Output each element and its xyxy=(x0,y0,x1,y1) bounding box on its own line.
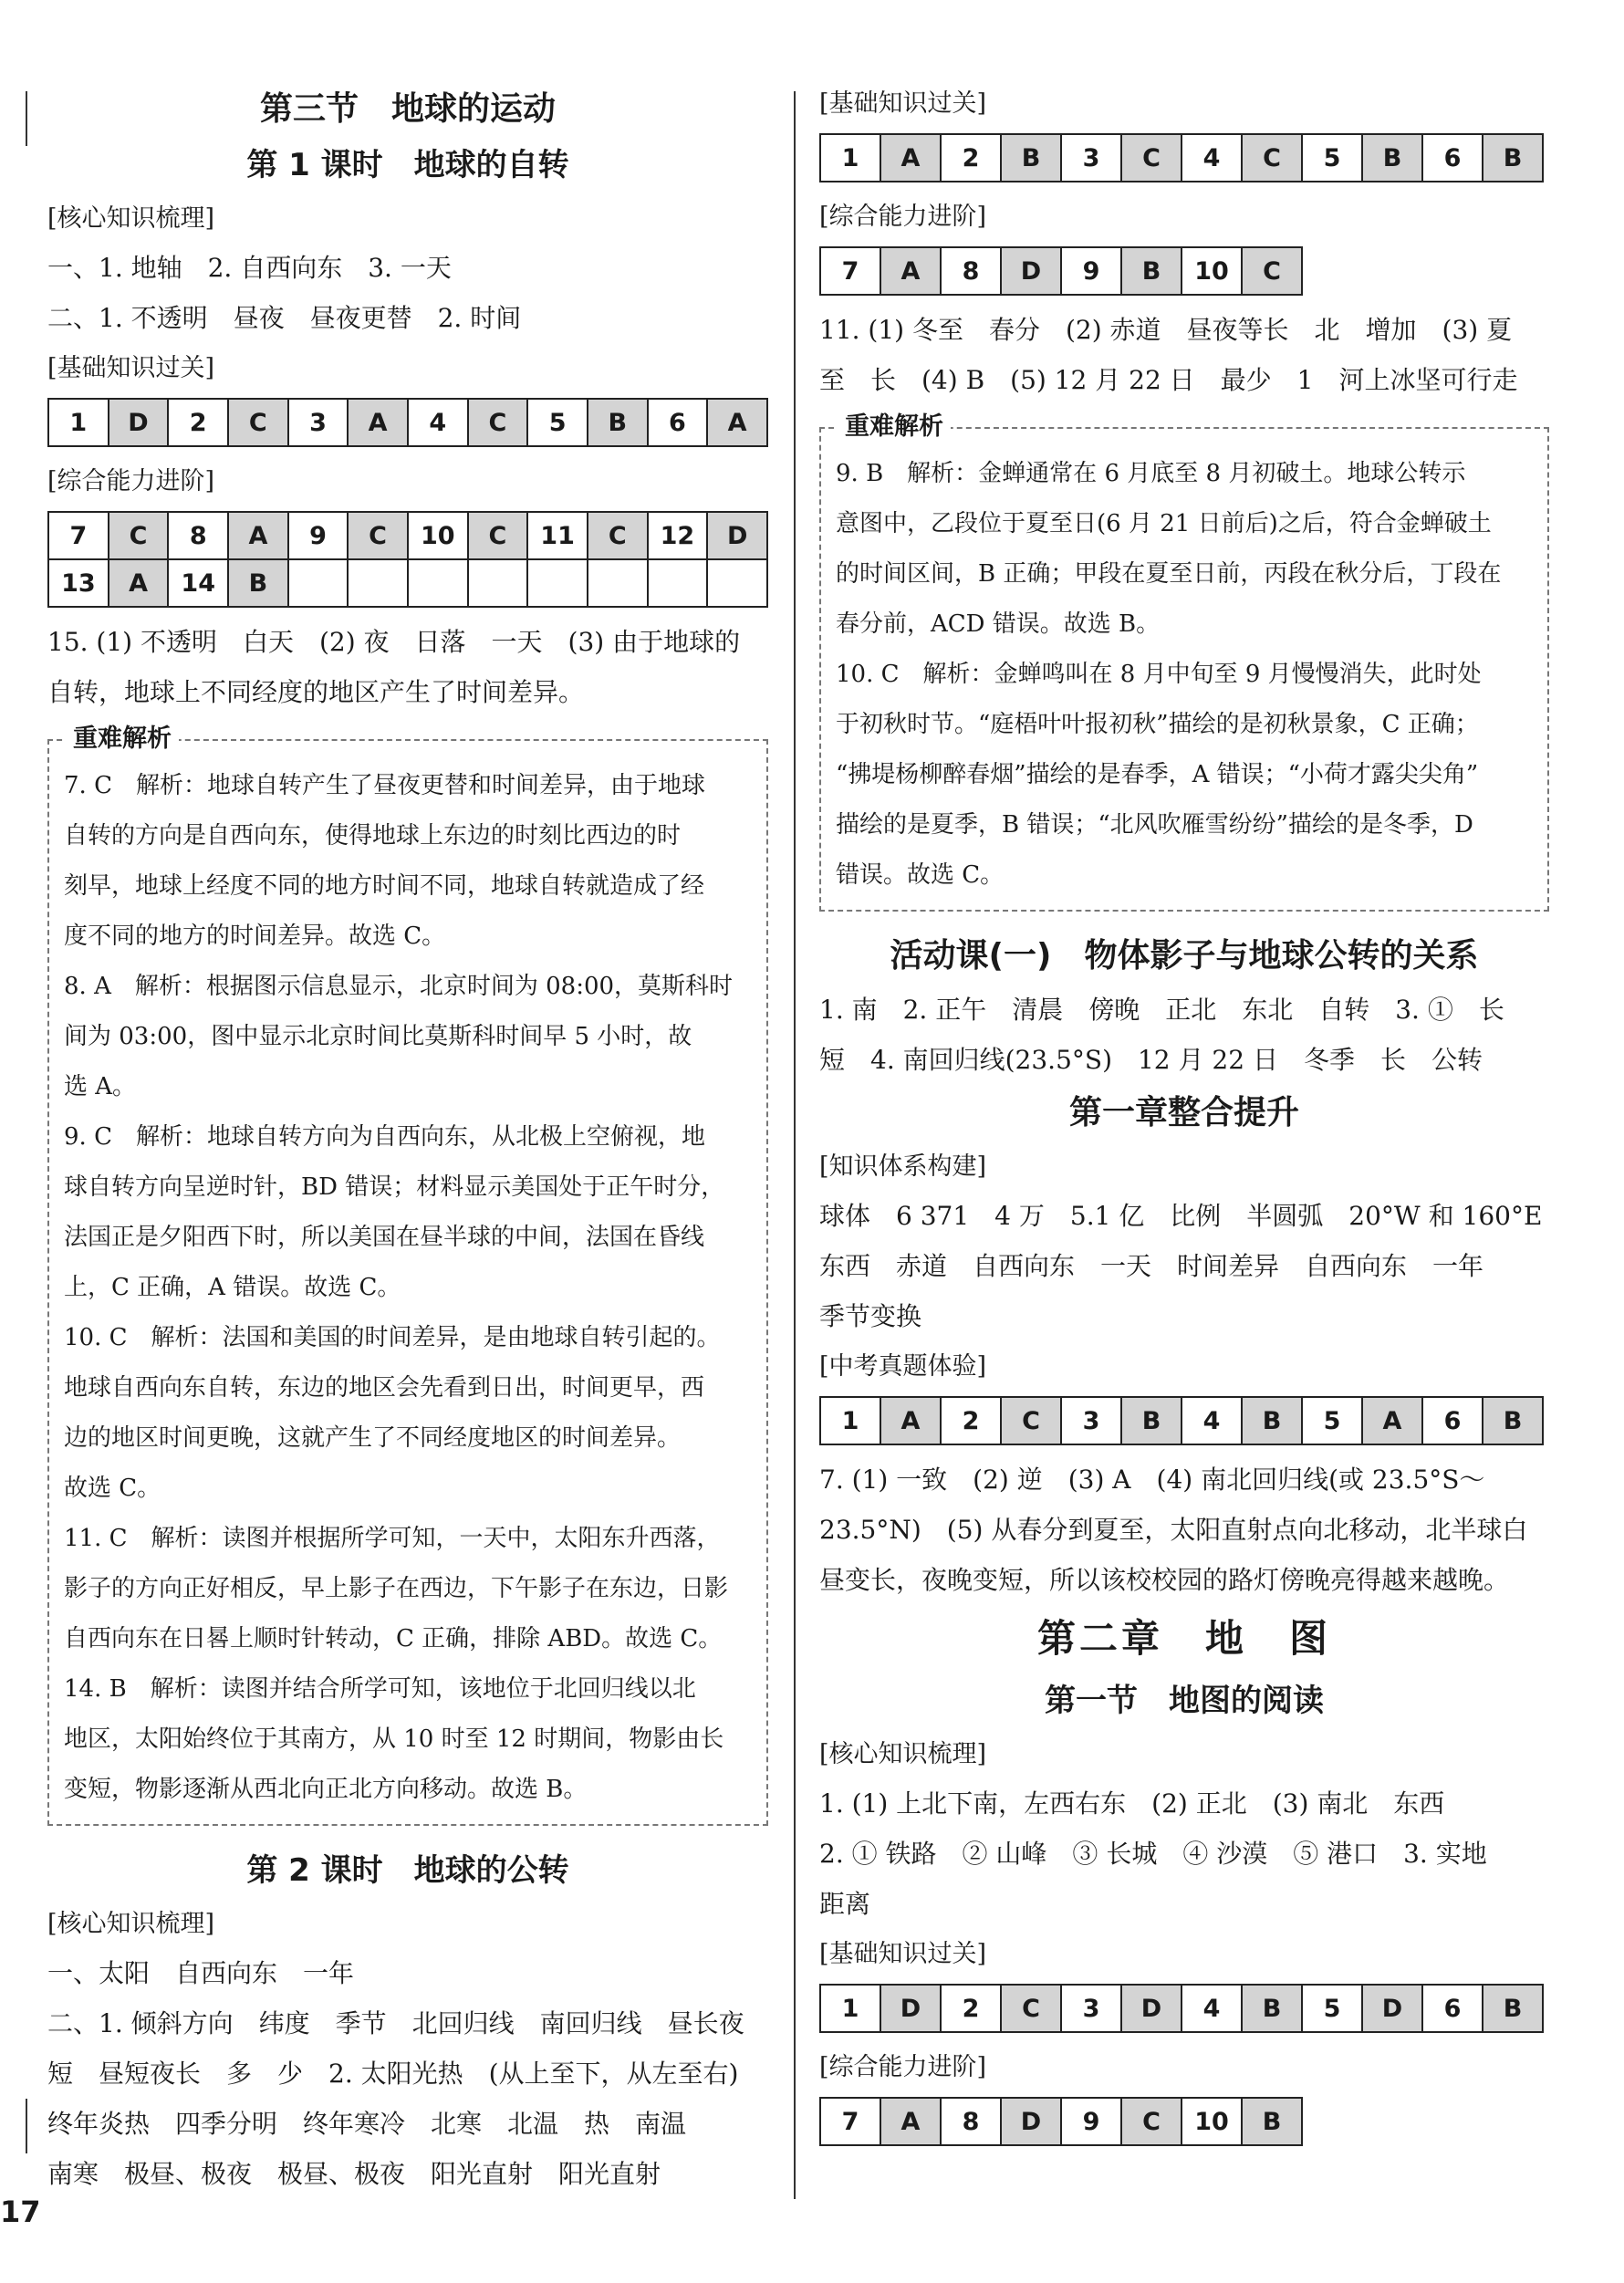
text-line: 东西 赤道 自西向东 一天 时间差异 自西向东 一年 xyxy=(819,1251,1484,1281)
question-number-cell: 2 xyxy=(168,399,228,446)
answer-cell: C xyxy=(1242,247,1302,295)
question-number-cell: 4 xyxy=(1182,134,1242,182)
advanced-ability-tag: [ 综合能力进阶 ] xyxy=(819,2048,986,2088)
answer-grid xyxy=(47,511,768,608)
answer-cell: C xyxy=(228,399,288,446)
text-line: 昼变长，夜晚变短，所以该校校园的路灯傍晚亮得越来越晚。 xyxy=(819,1565,1510,1595)
question-number-cell: 3 xyxy=(288,399,349,446)
answer-cell: B xyxy=(1121,1397,1182,1444)
basic-answer-table xyxy=(819,133,1549,182)
answer-cell: A xyxy=(880,1397,941,1444)
question-number-cell: 10 xyxy=(1182,247,1242,295)
answer-cell: B xyxy=(1242,1985,1302,2032)
answer-cell: B xyxy=(1483,134,1543,182)
question-number-cell: 3 xyxy=(1061,134,1121,182)
answer-cell: B xyxy=(1121,247,1182,295)
answer-cell: C xyxy=(1001,1985,1061,2032)
analysis-lines xyxy=(64,761,752,1815)
answer-cell: B xyxy=(1362,134,1422,182)
answer-cell: D xyxy=(1121,1985,1182,2032)
text-line: 距离 xyxy=(819,1889,871,1919)
analysis-line: 9. C 解析：地球自转方向为自西向东，从北极上空俯视，地 xyxy=(64,1123,705,1151)
core-knowledge-lines xyxy=(47,243,768,343)
basic-answer-table xyxy=(47,398,768,447)
advanced-ability-tag: [ 综合能力进阶 ] xyxy=(819,197,986,237)
answer-cell: A xyxy=(880,247,941,295)
answer-cell: B xyxy=(1242,2098,1302,2145)
analysis-line: 的时间区间，B 正确；甲段在夏至日前，丙段在秋分后，丁段在 xyxy=(836,560,1502,588)
question-number-cell: 3 xyxy=(1061,1397,1121,1444)
question-number-cell: 1 xyxy=(820,1985,880,2032)
analysis-line: 地区，太阳始终位于其南方，从 10 时至 12 时期间，物影由长 xyxy=(64,1725,724,1753)
answer-row xyxy=(48,512,767,559)
chapter-title: 第二章 地 图 xyxy=(1036,1616,1331,1661)
analysis-line: 自转的方向是自西向东，使得地球上东边的时刻比西边的时 xyxy=(64,822,682,850)
text-line: 至 长 (4) B (5) 12 月 22 日 最少 1 河上冰坚可行走 xyxy=(819,365,1518,395)
answer-cell: B xyxy=(588,399,648,446)
analysis-lines xyxy=(836,449,1533,901)
analysis-line: 10. C 解析：金蝉鸣叫在 8 月中旬至 9 月慢慢消失，此时处 xyxy=(836,661,1482,688)
question-number-cell: 13 xyxy=(48,559,109,607)
question-number-cell: 10 xyxy=(408,512,468,559)
analysis-line: 变短，物影逐渐从西北向正北方向移动。故选 B。 xyxy=(64,1776,588,1803)
answer-row xyxy=(48,559,767,607)
analysis-line: 边的地区时间更晚，这就产生了不同经度地区的时间差异。 xyxy=(64,1424,682,1452)
question-number-cell xyxy=(288,559,349,607)
answer-cell: C xyxy=(588,512,648,559)
question-number-cell: 1 xyxy=(820,134,880,182)
question-number-cell: 6 xyxy=(1422,134,1483,182)
answer-cell: A xyxy=(707,399,767,446)
answer-cell: C xyxy=(1121,134,1182,182)
analysis-line: 春分前，ACD 错误。故选 B。 xyxy=(836,610,1161,638)
analysis-box xyxy=(47,725,768,1826)
question-number-cell: 8 xyxy=(941,2098,1001,2145)
answer-cell: D xyxy=(1362,1985,1422,2032)
question-number-cell: 7 xyxy=(48,512,109,559)
core-knowledge-tag: [ 核心知识梳理 ] xyxy=(47,199,214,239)
analysis-line: 影子的方向正好相反，早上影子在西边，下午影子在东边，日影 xyxy=(64,1575,729,1602)
knowledge-system-lines xyxy=(819,1191,1549,1341)
analysis-line: 14. B 解析：读图并结合所学可知，该地位于北回归线以北 xyxy=(64,1675,696,1703)
answer-row xyxy=(820,1985,1543,2032)
margin-tick xyxy=(26,91,27,146)
analysis-title: 重难解析 xyxy=(66,723,179,756)
question-number-cell: 7 xyxy=(820,247,880,295)
core-knowledge-tag: [ 核心知识梳理 ] xyxy=(47,1904,214,1944)
text-line: 1. 南 2. 正午 清晨 傍晚 正北 东北 自转 3. ① 长 xyxy=(819,995,1504,1025)
question-number-cell: 1 xyxy=(48,399,109,446)
question-number-cell: 9 xyxy=(1061,247,1121,295)
basic-knowledge-tag: [ 基础知识过关 ] xyxy=(47,349,214,389)
text-line: 二、1. 倾斜方向 纬度 季节 北回归线 南回归线 昼长夜 xyxy=(47,2008,744,2038)
advanced-answer-table xyxy=(47,511,768,608)
text-line: 南寒 极昼、极夜 极昼、极夜 阳光直射 阳光直射 xyxy=(47,2159,661,2189)
answer-grid xyxy=(819,246,1303,296)
advanced-answer-table xyxy=(819,2097,1549,2146)
answer-cell: D xyxy=(707,512,767,559)
analysis-line: 描绘的是夏季，B 错误；“北风吹雁雪纷纷”描绘的是冬季，D xyxy=(836,811,1473,839)
answer-cell: B xyxy=(228,559,288,607)
question-number-cell: 1 xyxy=(820,1397,880,1444)
text-line: 23.5°N) (5) 从春分到夏至，太阳直射点向北移动，北半球白 xyxy=(819,1515,1528,1545)
answer-grid xyxy=(819,1984,1544,2033)
text-line: 短 昼短夜长 多 少 2. 太阳光热 (从上至下，从左至右) xyxy=(47,2059,739,2089)
core-knowledge-lines xyxy=(47,1948,768,2199)
lesson-title: 第 1 课时 地球的自转 xyxy=(246,147,569,183)
analysis-line: 刻早，地球上经度不同的地方时间不同，地球自转就造成了经 xyxy=(64,872,705,900)
advanced-answer-table xyxy=(819,246,1549,296)
question-number-cell: 5 xyxy=(1302,1985,1362,2032)
answer-cell: D xyxy=(1001,2098,1061,2145)
question-number-cell: 11 xyxy=(527,512,588,559)
question-number-cell: 9 xyxy=(1061,2098,1121,2145)
core-knowledge-lines xyxy=(819,1778,1549,1929)
knowledge-system-tag: [ 知识体系构建 ] xyxy=(819,1147,986,1187)
core-knowledge-tag: [ 核心知识梳理 ] xyxy=(819,1735,986,1775)
basic-answer-table xyxy=(819,1984,1549,2033)
text-line: 7. (1) 一致 (2) 逆 (3) A (4) 南北回归线(或 23.5°S～ xyxy=(819,1465,1485,1495)
answer-row xyxy=(820,1397,1543,1444)
analysis-line: 于初秋时节。“庭梧叶叶报初秋”描绘的是初秋景象，C 正确； xyxy=(836,711,1479,738)
answer-cell: A xyxy=(880,2098,941,2145)
analysis-line: 自西向东在日晷上顺时针转动，C 正确，排除 ABD。故选 C。 xyxy=(64,1625,723,1652)
question-number-cell: 2 xyxy=(941,134,1001,182)
text-line: 终年炎热 四季分明 终年寒冷 北寒 北温 热 南温 xyxy=(47,2109,687,2139)
lesson-title: 第 2 课时 地球的公转 xyxy=(246,1852,569,1889)
answer-cell: B xyxy=(1242,1397,1302,1444)
question-number-cell xyxy=(648,559,708,607)
question-number-cell: 2 xyxy=(941,1397,1001,1444)
text-line: 1. (1) 上北下南，左西右东 (2) 正北 (3) 南北 东西 xyxy=(819,1788,1445,1819)
answer-row xyxy=(820,247,1302,295)
answer-cell: D xyxy=(880,1985,941,2032)
question-number-cell: 6 xyxy=(1422,1397,1483,1444)
analysis-box xyxy=(819,412,1549,912)
analysis-line: 度不同的地方的时间差异。故选 C。 xyxy=(64,923,446,950)
text-line: 11. (1) 冬至 春分 (2) 赤道 昼夜等长 北 增加 (3) 夏 xyxy=(819,315,1513,345)
question-number-cell: 5 xyxy=(527,399,588,446)
question-number-cell: 4 xyxy=(408,399,468,446)
question-7-answer xyxy=(819,1454,1549,1605)
answer-grid xyxy=(47,398,768,447)
answer-cell: C xyxy=(1001,1397,1061,1444)
question-number-cell: 14 xyxy=(168,559,228,607)
left-column xyxy=(47,82,768,2199)
text-line: 自转，地球上不同经度的地区产生了时间差异。 xyxy=(47,677,585,707)
basic-knowledge-tag: [ 基础知识过关 ] xyxy=(819,1934,986,1975)
analysis-line: 10. C 解析：法国和美国的时间差异，是由地球自转引起的。 xyxy=(64,1324,721,1351)
question-number-cell: 2 xyxy=(941,1985,1001,2032)
text-line: 15. (1) 不透明 白天 (2) 夜 日落 一天 (3) 由于地球的 xyxy=(47,627,741,657)
question-number-cell xyxy=(408,559,468,607)
answer-grid xyxy=(819,133,1544,182)
question-number-cell: 7 xyxy=(820,2098,880,2145)
section-title: 第三节 地球的运动 xyxy=(259,90,556,128)
question-number-cell: 6 xyxy=(648,399,708,446)
answer-grid xyxy=(819,1396,1544,1445)
analysis-line: 球自转方向呈逆时针，BD 错误；材料显示美国处于正午时分， xyxy=(64,1173,725,1201)
question-number-cell: 8 xyxy=(941,247,1001,295)
answer-cell xyxy=(707,559,767,607)
question-15-answer xyxy=(47,617,768,717)
answer-row xyxy=(820,2098,1302,2145)
question-number-cell: 12 xyxy=(648,512,708,559)
basic-knowledge-tag: [ 基础知识过关 ] xyxy=(819,84,986,124)
analysis-line: 地球自西向东自转，东边的地区会先看到日出，时间更早，西 xyxy=(64,1374,705,1402)
advanced-ability-tag: [ 综合能力进阶 ] xyxy=(47,462,214,502)
answer-cell: B xyxy=(1001,134,1061,182)
analysis-line: 错误。故选 C。 xyxy=(836,861,1005,889)
analysis-line: 7. C 解析：地球自转产生了昼夜更替和时间差异，由于地球 xyxy=(64,772,705,799)
analysis-line: 法国正是夕阳西下时，所以美国在昼半球的中间，法国在昏线 xyxy=(64,1224,705,1251)
text-line: 二、1. 不透明 昼夜 昼夜更替 2. 时间 xyxy=(47,303,522,333)
question-11-answer xyxy=(819,305,1549,405)
text-line: 季节变换 xyxy=(819,1301,922,1331)
question-number-cell: 5 xyxy=(1302,134,1362,182)
exam-answer-table xyxy=(819,1396,1549,1445)
question-number-cell: 8 xyxy=(168,512,228,559)
answer-cell: C xyxy=(1121,2098,1182,2145)
analysis-line: 8. A 解析：根据图示信息显示，北京时间为 08:00，莫斯科时 xyxy=(64,973,734,1000)
question-number-cell: 9 xyxy=(288,512,349,559)
answer-cell: C xyxy=(1242,134,1302,182)
question-number-cell xyxy=(527,559,588,607)
question-number-cell: 4 xyxy=(1182,1397,1242,1444)
answer-cell: D xyxy=(109,399,169,446)
question-number-cell: 6 xyxy=(1422,1985,1483,2032)
column-divider xyxy=(794,91,796,2199)
page-number: 17 xyxy=(0,2194,41,2229)
question-number-cell: 3 xyxy=(1061,1985,1121,2032)
answer-cell xyxy=(468,559,528,607)
text-line: 一、1. 地轴 2. 自西向东 3. 一天 xyxy=(47,253,452,283)
exam-practice-tag: [ 中考真题体验 ] xyxy=(819,1347,986,1387)
margin-tick xyxy=(26,2099,27,2153)
analysis-line: 意图中，乙段位于夏至日(6 月 21 日前后)之后，符合金蝉破土 xyxy=(836,510,1492,537)
answer-cell xyxy=(588,559,648,607)
analysis-line: “拂堤杨柳醉春烟”描绘的是春季，A 错误；“小荷才露尖尖角” xyxy=(836,761,1479,788)
answer-cell: A xyxy=(880,134,941,182)
answer-cell: D xyxy=(1001,247,1061,295)
analysis-title: 重难解析 xyxy=(838,411,951,443)
answer-cell: C xyxy=(468,399,528,446)
text-line: 一、太阳 自西向东 一年 xyxy=(47,1958,355,1988)
answer-cell: A xyxy=(109,559,169,607)
question-number-cell: 10 xyxy=(1182,2098,1242,2145)
text-line: 短 4. 南回归线(23.5°S) 12 月 22 日 冬季 长 公转 xyxy=(819,1045,1483,1075)
text-line: 球体 6 371 4 万 5.1 亿 比例 半圆弧 20°W 和 160°E xyxy=(819,1201,1543,1231)
answer-row xyxy=(48,399,767,446)
question-number-cell: 5 xyxy=(1302,1397,1362,1444)
analysis-line: 选 A。 xyxy=(64,1073,137,1100)
answer-cell: A xyxy=(1362,1397,1422,1444)
activity-answer xyxy=(819,985,1549,1085)
analysis-line: 间为 03:00，图中显示北京时间比莫斯科时间早 5 小时，故 xyxy=(64,1023,692,1050)
answer-cell: C xyxy=(468,512,528,559)
answer-cell: C xyxy=(109,512,169,559)
answer-cell: A xyxy=(348,399,408,446)
answer-row xyxy=(820,134,1543,182)
question-number-cell: 4 xyxy=(1182,1985,1242,2032)
answer-cell: C xyxy=(348,512,408,559)
chapter-summary-title: 第一章整合提升 xyxy=(1068,1094,1299,1131)
analysis-line: 故选 C。 xyxy=(64,1475,161,1502)
answer-cell: B xyxy=(1483,1397,1543,1444)
answer-cell xyxy=(348,559,408,607)
answer-cell: A xyxy=(228,512,288,559)
activity-title: 活动课(一) 物体影子与地球公转的关系 xyxy=(890,937,1479,975)
text-line: 2. ① 铁路 ② 山峰 ③ 长城 ④ 沙漠 ⑤ 港口 3. 实地 xyxy=(819,1839,1487,1869)
right-column xyxy=(819,78,1549,2155)
answer-grid xyxy=(819,2097,1303,2146)
answer-cell: B xyxy=(1483,1985,1543,2032)
analysis-line: 上，C 正确，A 错误。故选 C。 xyxy=(64,1274,401,1301)
section-title: 第一节 地图的阅读 xyxy=(1045,1683,1324,1719)
analysis-line: 11. C 解析：读图并根据所学可知，一天中，太阳东升西落， xyxy=(64,1525,721,1552)
analysis-line: 9. B 解析：金蝉通常在 6 月底至 8 月初破土。地球公转示 xyxy=(836,460,1466,487)
